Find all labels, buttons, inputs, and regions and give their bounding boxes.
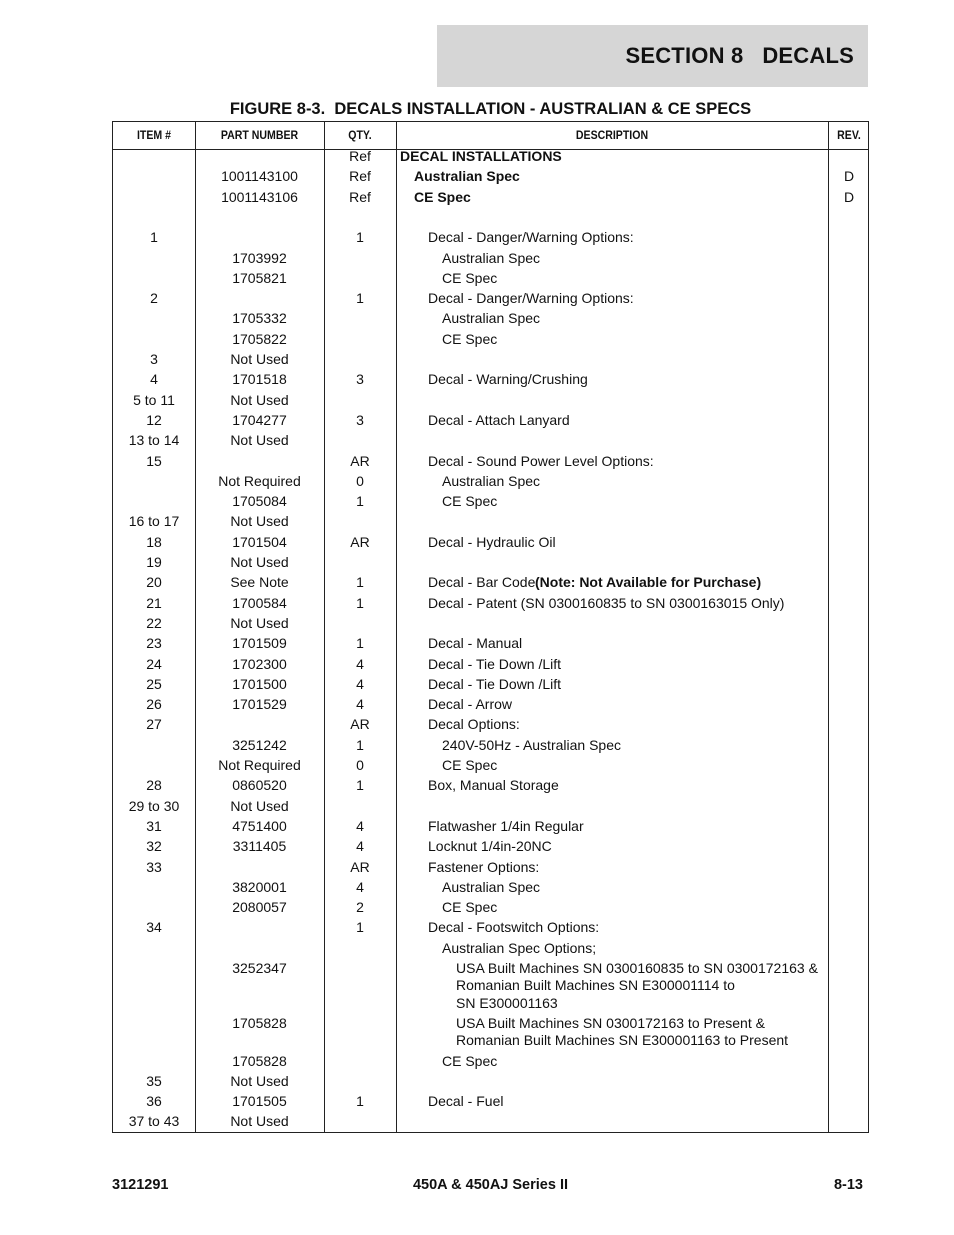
cell-part-number: Not Used	[230, 797, 289, 814]
section-title: SECTION 8 DECALS	[625, 43, 854, 68]
cell-part-number: 1705822	[232, 330, 287, 347]
cell-description: Decal - Arrow	[428, 696, 513, 713]
column-header-part-number: PART NUMBER	[220, 128, 299, 142]
cell-item-number: 5 to 11	[133, 391, 175, 408]
cell-qty: 1	[356, 594, 364, 611]
cell-description: SN E300001163	[456, 994, 558, 1011]
figure-title: FIGURE 8-3. DECALS INSTALLATION - AUSTRALIAN & CE SPECS	[229, 100, 752, 118]
cell-description: Decal - Warning/Crushing	[428, 371, 588, 388]
cell-rev: D	[843, 168, 855, 185]
cell-part-number: 1700584	[232, 594, 287, 611]
cell-qty: Ref	[349, 168, 371, 185]
cell-item-number: 31	[146, 817, 162, 834]
cell-part-number: 1704277	[232, 411, 287, 428]
cell-item-number: 37 to 43	[128, 1113, 180, 1130]
cell-qty: 1	[356, 777, 364, 794]
column-header-description: DESCRIPTION	[575, 128, 649, 142]
cell-item-number: 33	[146, 858, 162, 875]
cell-qty: 1	[356, 1093, 364, 1110]
cell-part-number: 1701505	[232, 1093, 287, 1110]
cell-part-number: 0860520	[232, 777, 287, 794]
column-header-item: ITEM #	[136, 128, 172, 142]
cell-qty: 1	[356, 229, 364, 246]
cell-part-number: 1705084	[232, 493, 287, 510]
cell-part-number: 1703992	[232, 249, 287, 266]
cell-part-number: 1701529	[232, 696, 287, 713]
cell-description: Australian Spec	[442, 310, 541, 327]
cell-part-number: Not Used	[230, 513, 289, 530]
cell-item-number: 34	[146, 919, 162, 936]
cell-description: Decal - Bar Code	[428, 574, 536, 591]
column-header-rev: REV.	[837, 128, 861, 142]
column-divider	[828, 122, 829, 1132]
cell-description: Decal - Manual	[428, 635, 523, 652]
cell-part-number: 3252347	[232, 960, 287, 976]
footer-model: 450A & 450AJ Series II	[412, 1177, 569, 1193]
cell-item-number: 22	[146, 614, 162, 631]
cell-qty: 1	[356, 919, 364, 936]
cell-item-number: 36	[146, 1093, 162, 1110]
cell-part-number: 2080057	[232, 899, 287, 916]
cell-qty: 1	[356, 290, 364, 307]
cell-item-number: 21	[146, 594, 162, 611]
cell-description: Locknut 1/4in-20NC	[428, 838, 552, 855]
cell-item-number: 32	[146, 838, 162, 855]
cell-item-number: 28	[146, 777, 162, 794]
cell-description: 240V-50Hz - Australian Spec	[442, 736, 621, 753]
cell-qty: 0	[356, 757, 364, 773]
cell-description: CE Spec	[442, 899, 498, 916]
cell-part-number: 1702300	[232, 655, 287, 672]
cell-item-number: 35	[146, 1072, 162, 1089]
cell-description: Box, Manual Storage	[428, 777, 559, 794]
cell-description: CE Spec	[442, 493, 498, 510]
cell-qty: 4	[356, 878, 364, 895]
cell-item-number: 15	[146, 452, 162, 469]
cell-part-number: 1001143100	[221, 168, 298, 185]
cell-part-number: Not Used	[230, 391, 289, 408]
cell-qty: 1	[356, 635, 364, 652]
cell-qty: AR	[350, 533, 370, 550]
cell-item-number: 1	[150, 229, 158, 246]
cell-part-number: Not Used	[230, 1072, 289, 1089]
cell-part-number: See Note	[230, 574, 289, 591]
cell-description: Decal - Danger/Warning Options:	[428, 290, 634, 307]
cell-qty: 0	[356, 472, 364, 489]
cell-part-number: 1701509	[232, 635, 287, 652]
cell-description-note: (Note: Not Available for Purchase)	[535, 574, 762, 591]
cell-description: Decal - Tie Down /Lift	[428, 675, 562, 692]
cell-qty: 3	[356, 411, 364, 428]
cell-qty: Ref	[349, 188, 371, 205]
cell-description: Australian Spec	[414, 168, 520, 185]
cell-item-number: 13 to 14	[128, 432, 180, 449]
cell-description: Decal - Attach Lanyard	[428, 411, 570, 428]
cell-part-number: 1705828	[232, 1014, 287, 1031]
cell-part-number: 1705821	[232, 269, 287, 286]
cell-qty: 4	[356, 696, 364, 713]
cell-item-number: 27	[146, 716, 162, 733]
cell-description: Australian Spec	[442, 249, 541, 266]
cell-description: CE Spec	[442, 757, 498, 773]
cell-rev: D	[843, 188, 855, 205]
cell-part-number: Not Used	[230, 554, 289, 570]
cell-description: Decal - Fuel	[428, 1093, 504, 1110]
cell-description: Decal Options:	[428, 716, 520, 733]
cell-item-number: 20	[146, 574, 162, 591]
cell-description: Romanian Built Machines SN E300001114 to	[456, 977, 735, 994]
cell-part-number: Not Used	[230, 432, 289, 449]
cell-qty: 1	[356, 736, 364, 753]
column-divider	[324, 122, 325, 1132]
cell-item-number: 23	[146, 635, 162, 652]
cell-description: DECAL INSTALLATIONS	[400, 148, 562, 164]
cell-description: CE Spec	[414, 188, 471, 205]
cell-item-number: 12	[146, 411, 162, 428]
footer-page-number: 8-13	[833, 1177, 863, 1193]
cell-qty: 1	[356, 493, 364, 510]
cell-description: Australian Spec	[442, 472, 541, 489]
cell-part-number: 4751400	[232, 817, 287, 834]
cell-part-number: 1701518	[232, 371, 287, 388]
cell-qty: 2	[356, 899, 364, 916]
cell-item-number: 26	[146, 696, 162, 713]
cell-description: Decal - Footswitch Options:	[428, 919, 600, 936]
cell-part-number: 3251242	[232, 736, 287, 753]
cell-qty: 4	[356, 655, 364, 672]
cell-qty: 4	[356, 675, 364, 692]
footer-doc-number: 3121291	[112, 1177, 169, 1193]
cell-description: Romanian Built Machines SN E300001163 to Present	[456, 1032, 789, 1049]
cell-item-number: 18	[146, 533, 162, 550]
cell-part-number: Not Required	[218, 757, 301, 773]
cell-part-number: 1701504	[232, 533, 287, 550]
column-header-qty: QTY.	[348, 128, 372, 142]
cell-description: Flatwasher 1/4in Regular	[428, 817, 584, 834]
cell-item-number: 16 to 17	[128, 513, 180, 530]
cell-qty: 1	[356, 574, 364, 591]
cell-part-number: 1701500	[232, 675, 287, 692]
cell-description: CE Spec	[442, 269, 498, 286]
cell-qty: 4	[356, 817, 364, 834]
cell-part-number: 1705828	[232, 1052, 287, 1069]
cell-qty: AR	[350, 452, 370, 469]
cell-part-number: 3311405	[232, 838, 287, 855]
cell-item-number: 4	[150, 371, 158, 388]
decals-table	[112, 121, 869, 1133]
cell-description: Australian Spec Options;	[442, 939, 597, 956]
cell-part-number: Not Required	[218, 472, 301, 489]
cell-part-number: 1001143106	[221, 188, 298, 205]
cell-part-number: Not Used	[230, 351, 289, 367]
cell-item-number: 24	[146, 655, 162, 672]
cell-part-number: Not Used	[230, 1113, 289, 1130]
cell-part-number: Not Used	[230, 614, 289, 631]
cell-description: Decal - Patent (SN 0300160835 to SN 0300163015 Only)	[428, 594, 785, 611]
cell-item-number: 19	[146, 554, 162, 570]
column-divider	[396, 122, 397, 1132]
cell-item-number: 29 to 30	[128, 797, 180, 814]
cell-description: Australian Spec	[442, 878, 541, 895]
cell-part-number: 1705332	[232, 310, 287, 327]
cell-description: CE Spec	[442, 1052, 498, 1069]
cell-qty: 4	[356, 838, 364, 855]
section-header-band	[437, 25, 868, 87]
cell-item-number: 2	[150, 290, 158, 307]
cell-item-number: 3	[150, 351, 158, 367]
cell-description: USA Built Machines SN 0300160835 to SN 0300172163 &	[456, 960, 818, 976]
cell-description: USA Built Machines SN 0300172163 to Present &	[456, 1014, 765, 1031]
cell-qty: Ref	[349, 148, 371, 164]
cell-description: Decal - Sound Power Level Options:	[428, 452, 654, 469]
cell-description: Decal - Danger/Warning Options:	[428, 229, 634, 246]
cell-qty: AR	[350, 858, 370, 875]
cell-qty: 3	[356, 371, 364, 388]
cell-item-number: 25	[146, 675, 162, 692]
cell-description: CE Spec	[442, 330, 498, 347]
cell-part-number: 3820001	[232, 878, 287, 895]
cell-description: Decal - Hydraulic Oil	[428, 533, 556, 550]
cell-description: Fastener Options:	[428, 858, 540, 875]
cell-qty: AR	[350, 716, 370, 733]
cell-description: Decal - Tie Down /Lift	[428, 655, 562, 672]
